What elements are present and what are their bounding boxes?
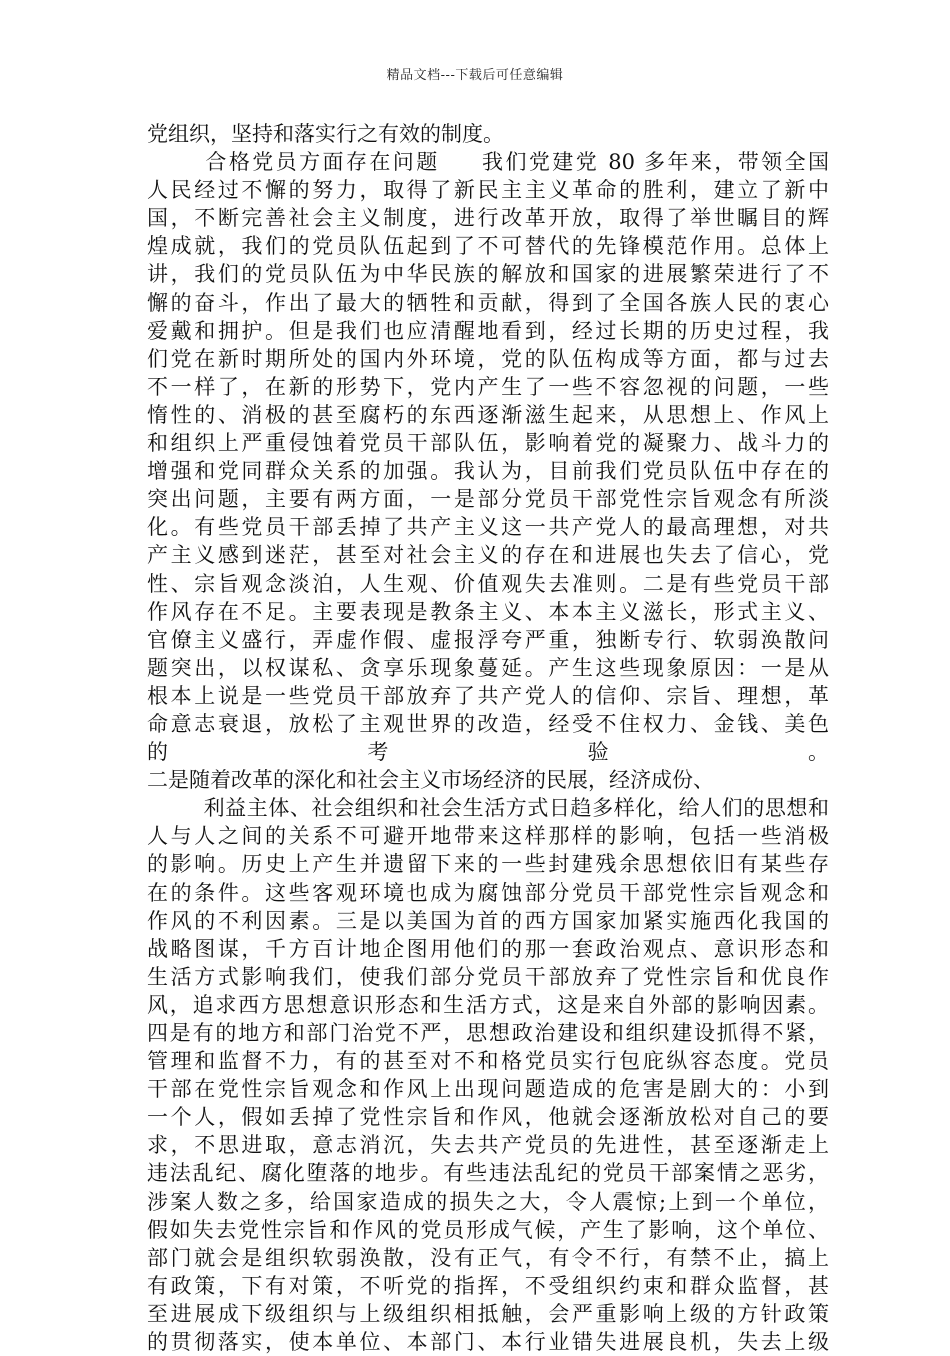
text-line: 不一样了，在新的形势下，党内产生了一些不容忽视的问题，一些 <box>147 374 829 399</box>
text-line: 违法乱纪、腐化堕落的地步。有些违法乱纪的党员干部案情之恶劣， <box>147 1161 829 1186</box>
text-line: 产主义感到迷茫，甚至对社会主义的存在和进展也失去了信心，党 <box>147 543 829 568</box>
text-line: 风，追求西方思想意识形态和生活方式，这是来自外部的影响因素。 <box>147 992 829 1017</box>
text-line: 求，不思进取，意志消沉，失去共产党员的先进性，甚至逐渐走上 <box>147 1133 829 1158</box>
text-line: 部门就会是组织软弱涣散，没有正气，有令不行，有禁不止，搞上 <box>147 1245 829 1270</box>
text-line: 命意志衰退，放松了主观世界的改造，经受不住权力、金钱、美色 <box>147 711 829 736</box>
text-line: 人民经过不懈的努力，取得了新民主主义革命的胜利，建立了新中 <box>147 178 829 203</box>
text-line: 在的条件。这些客观环境也成为腐蚀部分党员干部党性宗旨观念和 <box>147 880 829 905</box>
section-heading-line <box>147 148 829 176</box>
text-line: 至进展成下级组织与上级组织相抵触，会严重影响上级的方针政策 <box>147 1301 829 1326</box>
text-line: 官僚主义盛行，弄虚作假、虚报浮夸严重，独断专行、软弱涣散问 <box>147 627 829 652</box>
text-line: 化。有些党员干部丢掉了共产主义这一共产党人的最高理想，对共 <box>147 515 829 540</box>
text-line: 煌成就，我们的党员队伍起到了不可替代的先锋模范作用。总体上 <box>147 234 829 259</box>
text-line: 一个人，假如丢掉了党性宗旨和作风，他就会逐渐放松对自己的要 <box>147 1105 829 1130</box>
text-line: 的考验。 <box>147 740 829 765</box>
text-line: 利益主体、社会组织和社会生活方式日趋多样化，给人们的思想和 <box>203 796 829 821</box>
text-line: 题突出，以权谋私、贪享乐现象蔓延。产生这些现象原因：一是从 <box>147 655 829 680</box>
text-line: 战略图谋，千方百计地企图用他们的那一套政治观点、意识形态和 <box>147 936 829 961</box>
document-body <box>147 120 829 1356</box>
text-line: 人与人之间的关系不可避开地带来这样那样的影响，包括一些消极 <box>147 824 829 849</box>
text-line: 惰性的、消极的甚至腐朽的东西逐渐滋生起来，从思想上、作风上 <box>147 402 829 427</box>
text-line: 作风的不利因素。三是以美国为首的西方国家加紧实施西化我国的 <box>147 908 829 933</box>
text-line: 涉案人数之多，给国家造成的损失之大，令人震惊;上到一个单位， <box>147 1189 829 1214</box>
paragraph-start-line <box>147 794 829 822</box>
text-line: 作风存在不足。主要表现是教条主义、本本主义滋长，形式主义、 <box>147 599 829 624</box>
text-line: 干部在党性宗旨观念和作风上出现问题造成的危害是剧大的：小到 <box>147 1077 829 1102</box>
text-line: 根本上说是一些党员干部放弃了共产党人的信仰、宗旨、理想，革 <box>147 683 829 708</box>
text-line: 讲，我们的党员队伍为中华民族的解放和国家的进展繁荣进行了不 <box>147 262 829 287</box>
text-line: 突出问题，主要有两方面，一是部分党员干部党性宗旨观念有所淡 <box>147 487 829 512</box>
text-line: 四是有的地方和部门治党不严，思想政治建设和组织建设抓得不紧， <box>147 1021 829 1045</box>
text-line: 和组织上严重侵蚀着党员干部队伍，影响着党的凝聚力、战斗力的 <box>147 431 829 456</box>
text-line: 有政策，下有对策，不听党的指挥，不受组织约束和群众监督，甚 <box>147 1273 829 1298</box>
text-line: 的影响。历史上产生并遗留下来的一些封建残余思想依旧有某些存 <box>147 852 829 877</box>
text-line: 的贯彻落实，使本单位、本部门、本行业错失进展良机，失去上级 <box>147 1330 829 1355</box>
text-line: 们党在新时期所处的国内外环境，党的队伍构成等方面，都与过去 <box>147 346 829 371</box>
text-line: 增强和党同群众关系的加强。我认为，目前我们党员队伍中存在的 <box>147 459 829 484</box>
text-line: 懈的奋斗，作出了最大的牺牲和贡献，得到了全国各族人民的衷心 <box>147 290 829 315</box>
page-header: 精品文档---下载后可任意编辑 <box>386 68 564 83</box>
text-line: 假如失去党性宗旨和作风的党员形成气候，产生了影响，这个单位、 <box>147 1217 829 1242</box>
text-line: 我们党建党 80 多年来，带领全国 <box>479 150 829 175</box>
text-line: 管理和监督不力，有的甚至对不和格党员实行包庇纵容态度。党员 <box>147 1049 829 1074</box>
section-heading: 合格党员方面存在问题 <box>203 150 440 175</box>
text-line: 二是随着改革的深化和社会主义市场经济的民展，经济成份、 <box>147 768 714 793</box>
text-line: 党组织，坚持和落实行之有效的制度。 <box>147 122 504 146</box>
text-line: 国，不断完善社会主义制度，进行改革开放，取得了举世瞩目的辉 <box>147 206 829 231</box>
text-line: 生活方式影响我们，使我们部分党员干部放弃了党性宗旨和优良作 <box>147 964 829 989</box>
text-line: 爱戴和拥护。但是我们也应清醒地看到，经过长期的历史过程，我 <box>147 318 829 343</box>
text-line: 性、宗旨观念淡泊，人生观、价值观失去准则。二是有些党员干部 <box>147 571 829 596</box>
